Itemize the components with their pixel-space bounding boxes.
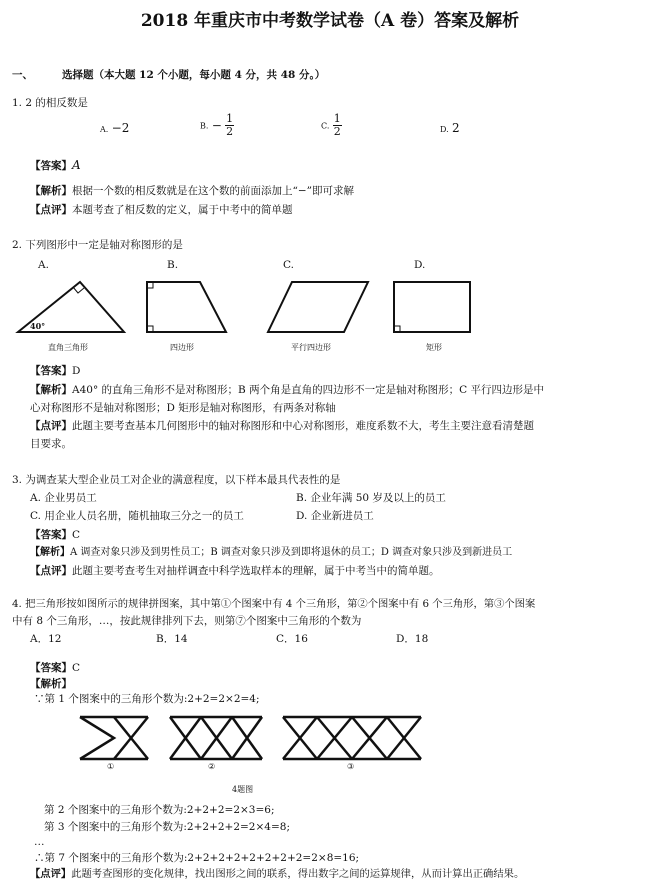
q2-analysis-line2: 心对称图形不是轴对称图形；D 矩形是轴对称图形，有两条对称轴 [30, 402, 336, 414]
q4-option-b: B．14 [156, 633, 188, 645]
q4-comment [30, 867, 524, 881]
q4-answer [30, 661, 80, 675]
q1-option-b-label: B. [200, 121, 209, 131]
q1-option-c-fraction [333, 113, 342, 138]
q4-comment-text: 此题考查图形的变化规律，找出图形之间的联系，得出数字之间的运算规律，从而计算出正确结果。 [71, 868, 525, 880]
q1-option-b-numerator: 1 [226, 112, 234, 125]
q2-option-c: C. [283, 259, 294, 271]
q2-option-a: A. [38, 259, 49, 271]
q4-line3: 第 3 个图案中的三角形个数为:2+2+2+2=2×4=8; [44, 821, 290, 833]
q2-figures [0, 272, 660, 342]
q4-figure-label-2: ② [208, 762, 216, 771]
section-heading: 选择题（本大题 12 个小题，每小题 4 分，共 48 分。） [62, 69, 326, 81]
q1-option-d-label: D. [440, 125, 449, 134]
rectangle-shape [394, 282, 470, 332]
section-number: 一、 [12, 69, 33, 81]
q4-answer-value: C [72, 662, 81, 674]
q1-option-c-denominator: 2 [333, 125, 341, 138]
q1-option-c [321, 113, 342, 138]
q1-option-b-denominator: 2 [226, 125, 234, 138]
pattern-1 [80, 717, 148, 759]
q1-comment-tag: 【点评】 [30, 204, 72, 216]
q4-option-c: C．16 [276, 633, 308, 645]
pattern-3 [283, 717, 421, 759]
angle-label: 40° [30, 321, 46, 331]
q1-option-d [440, 121, 460, 137]
q4-option-a: A．12 [30, 633, 62, 645]
q1-option-d-value: 2 [452, 121, 460, 135]
q4-analysis-tag: 【解析】 [30, 678, 72, 690]
q4-stem-line1: 4. 把三角形按如图所示的规律拼图案，其中第①个图案中有 4 个三角形，第②个图案中有 6 个三角形，第③个图案 [12, 598, 536, 610]
q2-comment-line1 [30, 419, 534, 433]
q1-stem: 1. 2 的相反数是 [12, 97, 88, 109]
q2-option-b: B. [167, 259, 179, 271]
q2-option-d: D. [414, 259, 426, 271]
q3-answer-tag: 【答案】 [30, 529, 72, 541]
q4-option-d: D．18 [396, 633, 429, 645]
q1-option-b-fraction [225, 113, 234, 138]
q2-analysis-tag: 【解析】 [30, 384, 72, 396]
q4-comment-tag: 【点评】 [30, 868, 72, 880]
q3-comment-text: 此题主要考查考生对抽样调查中科学选取样本的理解，属于中考当中的简单题。 [72, 565, 440, 577]
q3-option-d: D. 企业新进员工 [296, 510, 374, 522]
q2-caption-a: 直角三角形 [48, 343, 88, 352]
q4-since-line: ∵第 1 个图案中的三角形个数为:2+2=2×2=4; [34, 693, 260, 705]
q1-option-c-numerator: 1 [333, 112, 341, 125]
q1-comment-text: 本题考查了相反数的定义，属于中考中的简单题 [72, 204, 293, 216]
q4-line2: 第 2 个图案中的三角形个数为:2+2+2=2×3=6; [44, 804, 275, 816]
q2-caption-c: 平行四边形 [291, 343, 331, 352]
q4-stem-line2: 中有 8 个三角形，…，按此规律排列下去，则第⑦个图案中三角形的个数为 [12, 615, 362, 627]
q4-ellipsis: … [34, 836, 45, 848]
q1-analysis [30, 184, 354, 198]
q2-analysis-text1: A40° 的直角三角形不是对称图形；B 两个角是直角的四边形不一定是轴对称图形；C 平行四边形是中 [72, 384, 544, 396]
q1-answer-value: A [72, 158, 81, 172]
quadrilateral-shape [147, 282, 226, 332]
q1-analysis-text: 根据一个数的相反数就是在这个数的前面添加上“−”即可求解 [72, 185, 355, 197]
pattern-2 [170, 717, 262, 759]
q1-answer-tag: 【答案】 [30, 160, 72, 172]
q2-comment-text1: 此题主要考查基本几何图形中的轴对称图形和中心对称图形，难度系数不大，考生主要注意看清楚题 [72, 420, 534, 432]
right-angle-mark-a [73, 287, 84, 293]
q1-option-b-sign: − [211, 118, 222, 133]
q4-line7: ∴第 7 个图案中的三角形个数为:2+2+2+2+2+2+2+2=2×8=16; [34, 852, 360, 864]
q2-caption-d: 矩形 [426, 343, 442, 352]
q3-analysis [30, 546, 512, 560]
page-title: 2018 年重庆市中考数学试卷（A 卷）答案及解析 [140, 11, 520, 31]
q3-option-b: B. 企业年满 50 岁及以上的员工 [296, 492, 446, 504]
q3-comment [30, 564, 440, 578]
q4-figure-caption: 4题图 [232, 785, 254, 794]
q3-answer [30, 528, 80, 542]
q3-option-a: A. 企业男员工 [30, 492, 97, 504]
q4-answer-tag: 【答案】 [30, 662, 72, 674]
q3-comment-tag: 【点评】 [30, 565, 72, 577]
q3-option-c: C. 用企业人员名册，随机抽取三分之一的员工 [30, 510, 244, 522]
q2-stem: 2. 下列图形中一定是轴对称图形的是 [12, 239, 183, 251]
q1-option-c-label: C. [321, 121, 330, 131]
q1-comment [30, 203, 293, 217]
q1-option-a-label: A. [100, 125, 109, 134]
q1-option-b [200, 113, 234, 138]
q4-figure-label-1: ① [107, 762, 115, 771]
q1-analysis-tag: 【解析】 [30, 185, 72, 197]
q2-caption-b: 四边形 [170, 343, 194, 352]
q1-option-a [100, 121, 129, 137]
q2-comment-line2: 目要求。 [30, 438, 72, 450]
q3-analysis-tag: 【解析】 [30, 547, 70, 558]
q2-analysis-line1 [30, 383, 544, 397]
q4-triangle-patterns [0, 710, 660, 770]
q3-answer-value: C [72, 529, 81, 541]
q1-answer [30, 158, 81, 173]
q2-comment-tag: 【点评】 [30, 420, 72, 432]
q2-answer-tag: 【答案】 [30, 365, 72, 377]
q4-figure-label-3: ③ [347, 762, 355, 771]
q2-answer [30, 364, 80, 378]
q2-answer-value: D [72, 365, 81, 377]
parallelogram-shape [268, 282, 368, 332]
q1-option-a-value: −2 [111, 121, 130, 135]
q3-analysis-text: A 调查对象只涉及到男性员工；B 调查对象只涉及到即将退休的员工；D 调查对象只涉及到新进员工 [70, 547, 513, 558]
q3-stem: 3. 为调查某大型企业员工对企业的满意程度，以下样本最具代表性的是 [12, 474, 341, 486]
